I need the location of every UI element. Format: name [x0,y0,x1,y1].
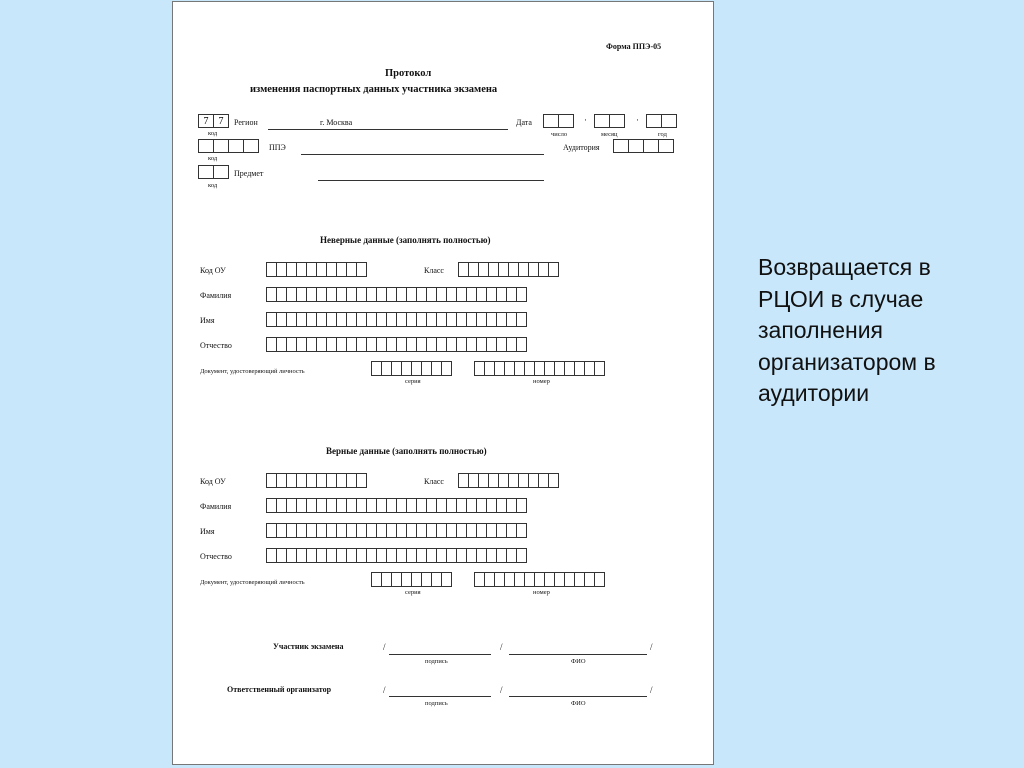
signature-caption: подпись [425,700,448,707]
date-day-caption: число [551,131,568,138]
name-cells[interactable] [266,523,526,538]
region-code-cells[interactable] [198,114,228,128]
patronymic-label: Отчество [200,552,232,561]
series-caption: серия [405,378,421,385]
name-cells[interactable] [266,312,526,327]
region-code-digit[interactable]: 7 [198,114,214,128]
region-underline [268,129,508,130]
class-label: Класс [424,266,444,275]
slash: / [383,642,386,652]
subject-code-cells[interactable] [198,165,228,179]
name-label: Имя [200,527,215,536]
document-series-cells[interactable] [371,572,451,587]
form-title: Протокол [385,68,432,79]
date-year-cells[interactable] [646,114,676,128]
ppe-code-cells[interactable] [198,139,258,153]
name-caption: ФИО [571,700,586,707]
signature-caption: подпись [425,658,448,665]
slash: / [383,685,386,695]
date-year-caption: год [658,131,667,138]
school-code-label: Код ОУ [200,266,226,275]
document-number-cells[interactable] [474,361,604,376]
protocol-form [172,1,714,765]
participant-label: Участник экзамена [273,642,344,651]
region-label: Регион [234,118,258,127]
date-month-caption: месяц [601,131,618,138]
date-label: Дата [516,118,532,127]
participant-name-line[interactable] [509,654,647,655]
series-caption: серия [405,589,421,596]
surname-cells[interactable] [266,287,526,302]
subject-underline [318,180,544,181]
date-day-cells[interactable] [543,114,573,128]
class-cells[interactable] [458,473,558,488]
incorrect-data-heading: Неверные данные (заполнять полностью) [320,235,491,245]
patronymic-cells[interactable] [266,337,526,352]
organizer-signature-line[interactable] [389,696,491,697]
patronymic-label: Отчество [200,341,232,350]
surname-label: Фамилия [200,502,232,511]
correct-data-heading: Верные данные (заполнять полностью) [326,446,487,456]
document-number-cells[interactable] [474,572,604,587]
organizer-label: Ответственный организатор [227,685,332,694]
code-caption: код [208,130,218,137]
school-code-cells[interactable] [266,473,366,488]
patronymic-cells[interactable] [266,548,526,563]
ppe-label: ППЭ [269,143,286,152]
participant-signature-line[interactable] [389,654,491,655]
auditorium-label: Аудитория [563,143,600,152]
auditorium-cells[interactable] [613,139,673,153]
date-month-cells[interactable] [594,114,624,128]
date-separator: · [584,115,587,125]
name-label: Имя [200,316,215,325]
subject-label: Предмет [234,169,264,178]
code-caption: код [208,182,218,189]
class-cells[interactable] [458,262,558,277]
class-label: Класс [424,477,444,486]
form-id: Форма ППЭ-05 [606,42,662,51]
ppe-underline [301,154,544,155]
name-caption: ФИО [571,658,586,665]
form-subtitle: изменения паспортных данных участника экзамена [250,84,498,95]
date-separator: · [636,115,639,125]
side-note: Возвращается в РЦОИ в случае заполнения организатором в аудитории [758,254,936,406]
organizer-name-line[interactable] [509,696,647,697]
surname-label: Фамилия [200,291,232,300]
number-caption: номер [533,378,550,385]
slash: / [650,642,653,652]
number-caption: номер [533,589,550,596]
school-code-label: Код ОУ [200,477,226,486]
document-label: Документ, удостоверяющий личность [200,368,305,375]
slash: / [500,685,503,695]
document-series-cells[interactable] [371,361,451,376]
surname-cells[interactable] [266,498,526,513]
region-code-digit[interactable]: 7 [213,114,229,128]
region-value: г. Москва [320,118,353,127]
document-label: Документ, удостоверяющий личность [200,579,305,586]
school-code-cells[interactable] [266,262,366,277]
code-caption: код [208,155,218,162]
slash: / [650,685,653,695]
slash: / [500,642,503,652]
